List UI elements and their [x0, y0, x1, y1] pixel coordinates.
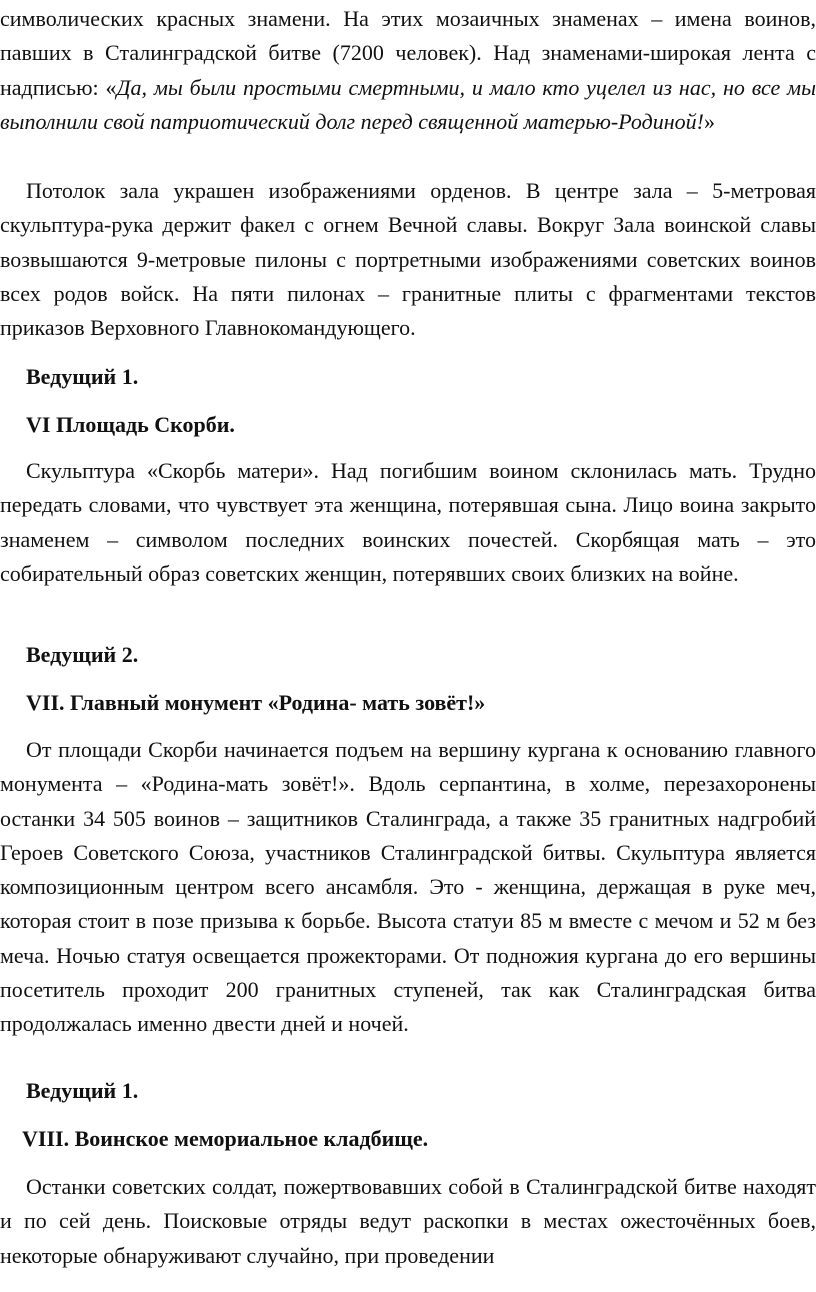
banner-inscription-quote: Да, мы были простыми смертными, и мало кто уцелел из нас, но все мы выполнили свой патриотический долг перед священной матерью-Родиной!: [0, 74, 816, 134]
paragraph-mother-sorrow: Скульптура «Скорбь матери». Над погибшим воином склонилась мать. Трудно передать словами, что чувствует эта женщина, потерявшая сына. Лицо воина закрыто знаменем – символом последних воинских почестей. Скорбящая мать – это собирательный образ советских женщин, потерявших своих близких на войне.: [0, 458, 816, 586]
section-heading-main-monument: VII. Главный монумент «Родина- мать зовёт!»: [26, 690, 486, 715]
quote-close: »: [703, 108, 715, 134]
paragraph-banners-text: символических красных знамени. На этих мозаичных знаменах – имена воинов, павших в Сталинградской битве (7200 человек). Над знаменами-широкая лента с надписью: «: [0, 6, 816, 100]
speaker-heading-2: Ведущий 2.: [26, 642, 139, 667]
speaker-heading-1: Ведущий 1.: [26, 364, 139, 389]
section-heading-square-of-sorrow: VI Площадь Скорби.: [26, 412, 235, 437]
paragraph-soldiers-remains: Останки советских солдат, пожертвовавших собой в Сталинградской битве находят и по сей день. Поисковые отряды ведут раскопки в местах ожесточённых боев, некоторые обнаруживают случайно, при проведении: [0, 1174, 816, 1268]
paragraph-main-monument: От площади Скорби начинается подъем на вершину кургана к основанию главного монумента – «Родина-мать зовёт!». Вдоль серпантина, в холме, перезахоронены останки 34 505 воинов – защитников Сталинграда, а также 35 гранитных надгробий Героев Советского Союза, участников Сталинградской битвы. Скульптура является композиционным центром всего ансамбля. Это - женщина, держащая в руке меч, которая стоит в позе призыва к борьбе. Высота статуи 85 м вместе с мечом и 52 м без меча. Ночью статуя освещается прожекторами. От подножия кургана до его вершины посетитель проходит 200 гранитных ступеней, так как Сталинградская битва продолжалась именно двести дней и ночей.: [0, 737, 816, 1037]
paragraph-hall-ceiling: Потолок зала украшен изображениями орденов. В центре зала – 5-метровая скульптура-рука держит факел с огнем Вечной славы. Вокруг Зала воинской славы возвышаются 9-метровые пилоны с портретными изображениями советских воинов всех родов войск. На пяти пилонах – гранитные плиты с фрагментами текстов приказов Верховного Главнокомандующего.: [0, 178, 816, 341]
paragraph-banners: [0, 2, 816, 139]
section-heading-memorial-cemetery: VIII. Воинское мемориальное кладбище.: [22, 1126, 429, 1151]
speaker-heading-1-repeat: Ведущий 1.: [26, 1078, 139, 1103]
